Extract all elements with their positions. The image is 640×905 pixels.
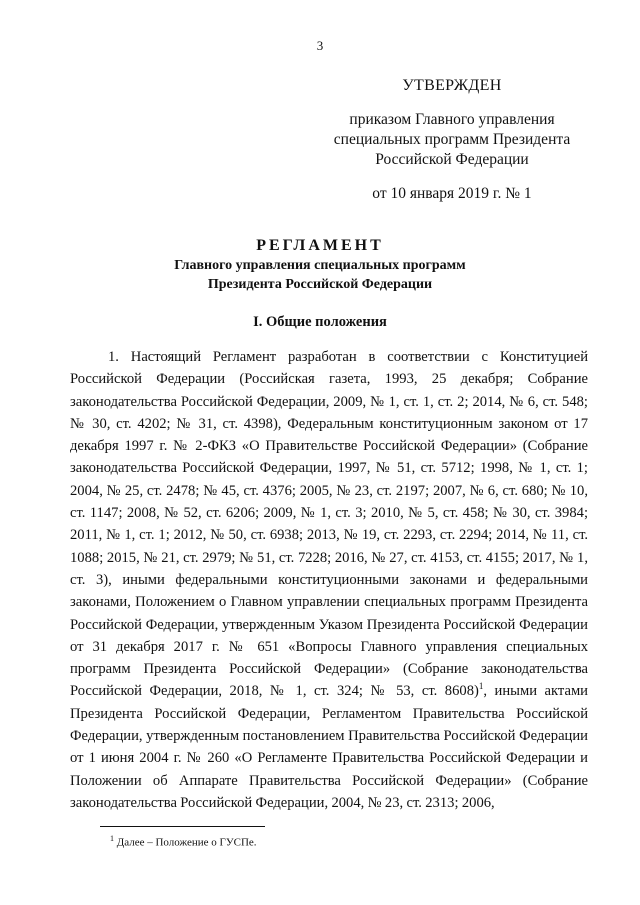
paragraph-text: 1. Настоящий Регламент разработан в соответствии с Конституцией Российской Федерации (Российская газета, 1993, 25 декабря; Собрание законодательства Российской Федерации, 2009, № 1, ст. 1, ст. 2; 2014, № 6, ст. 548; № 30, ст. 4202; № 31, ст. 4398), Федеральным конституционным законом от 17 декабря 1997 г. № 2-ФКЗ «О Правительстве Российской Федерации» (Собрание законодательства Российской Федерации, 1997, № 51, ст. 5712; 1998, № 1, ст. 1; 2004, № 25, ст. 2478; № 45, ст. 4376; 2005, № 23, ст. 2197; 2007, № 6, ст. 680; № 10, ст. 1147; 2008, № 52, ст. 6206; 2009, № 1, ст. 3; 2010, № 5, ст. 458; № 30, ст. 3984; 2011, № 1, ст. 1; 2012, № 50, ст. 6938; 2013, № 19, ст. 2293, ст. 2294; 2014, № 11, ст. 1088; 2015, № 21, ст. 2979; № 51, ст. 7228; 2016, № 27, ст. 4153, ст. 4155; 2017, № 1, ст. 3), иными федеральными конституционными законами и федеральными законами, Положением о Главном управлении специальных программ Президента Российской Федерации, утвержденным Указом Президента Российской Федерации от 31 декабря 2017 г. № 651 «Вопросы Главного управления специальных программ Президента Российской Федерации» (Собрание законодательства Российской Федерации, 2018, № 1, ст. 324; № 53, ст. 8608) xyxy=(70,349,588,700)
page-number: 3 xyxy=(316,38,324,53)
footnote-text: Далее – Положение о ГУСПе. xyxy=(114,836,257,849)
document-subtitle-line: Главного управления специальных программ xyxy=(174,258,466,273)
approval-date: от 10 января 2019 г. № 1 xyxy=(372,185,532,202)
approval-line: Российской Федерации xyxy=(375,151,529,168)
section-title: I. Общие положения xyxy=(253,314,387,330)
footnote-reference[interactable]: 1 xyxy=(478,681,484,692)
approval-title: УТВЕРЖДЕН xyxy=(402,77,502,94)
approval-line: специальных программ Президента xyxy=(333,131,571,148)
footnote xyxy=(110,832,510,850)
document-heading xyxy=(0,236,640,294)
footnote-mark: 1 xyxy=(110,834,114,843)
approval-line: приказом Главного управления xyxy=(349,111,555,128)
document-title: РЕГЛАМЕНТ xyxy=(256,237,384,254)
footnote-divider xyxy=(100,826,265,827)
document-subtitle-line: Президента Российской Федерации xyxy=(207,277,433,292)
body-paragraph xyxy=(70,346,588,814)
paragraph-text-continued: , иными актами Президента Российской Федерации, Регламентом Правительства Российской Федерации, утвержденным постановлением Правительства Российской Федерации от 1 июня 2004 г. № 260 «О Регламенте Правительства Российской Федерации и Положении об Аппарате Правительства Российской Федерации» (Собрание законодательства Российской Федерации, 2004, № 23, ст. 2313; 2006, xyxy=(70,683,588,811)
approval-stamp-block xyxy=(322,76,582,204)
